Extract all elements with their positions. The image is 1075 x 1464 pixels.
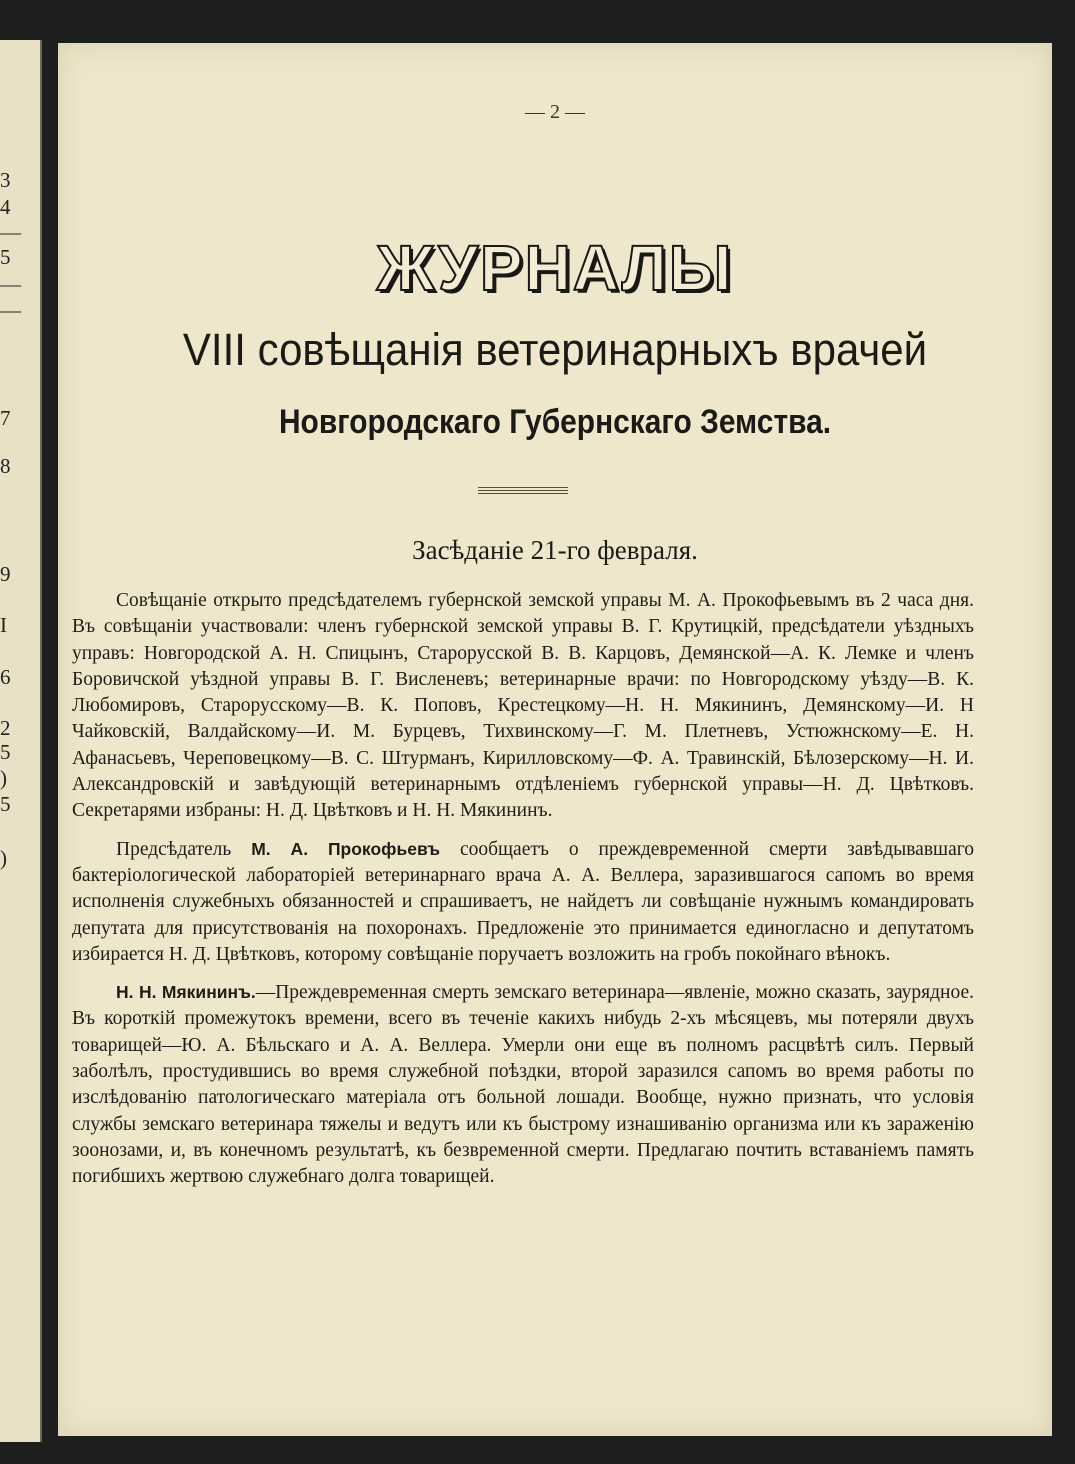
paragraph [72, 588, 974, 825]
margin-number: 5 [0, 245, 11, 269]
paragraph-lead: Предсѣдатель [116, 838, 252, 860]
document-title: ЖУРНАЛЫ [376, 232, 734, 304]
margin-number: — [0, 298, 21, 322]
margin-number: 6 [0, 665, 11, 689]
paragraph-text: сообщаетъ о преждевременной смерти завѣдывавшаго бактеріологической лабораторіей ветеринарнаго врача А. А. Веллера, заразившагося сапомъ во время исполненія служебныхъ обязанностей и спрашиваетъ, не найдетъ ли совѣщаніе нужнымъ командировать депутата для присутствованія на похоронахъ. Предложеніе это принимается единогласно и депутатомъ избирается Н. Д. Цвѣтковъ, которому совѣщаніе поручаетъ возложить на гробъ покойнаго вѣнокъ. [72, 838, 974, 965]
margin-number: 5 [0, 740, 11, 764]
paragraph-text: —Преждевременная смерть земскаго ветеринара—явленіе, можно сказать, заурядное. Въ короткій промежутокъ времени, всего въ теченіе какихъ нибудь 2-хъ мѣсяцевъ, мы потеряли двухъ товарищей—Ю. А. Бѣльскаго и А. А. Веллера. Умерли они еще въ полномъ расцвѣтѣ силъ. Первый заболѣлъ, простудившись во время служебной поѣздки, второй заразился сапомъ во время работы по изслѣдованію патологическаго матеріала отъ больной лошади. Вообще, нужно признать, что условія службы земскаго ветеринара тяжелы и ведутъ или къ быстрому изнашиванію организма или къ зараженію зоонозами, и, въ конечномъ результатѣ, къ безвременной смерти. Предлагаю почтить вставаніемъ память погибшихъ жертвою служебнаго долга товарищей. [72, 982, 974, 1188]
margin-number: 3 [0, 168, 11, 192]
body-text [72, 588, 974, 1202]
speaker-name: М. А. Прокофьевъ [251, 838, 441, 859]
document-subtitle-institution: Новгородскаго Губернскаго Земства. [278, 403, 832, 441]
margin-number: 2 [0, 716, 11, 740]
document-page [58, 43, 1052, 1436]
margin-number: I [0, 613, 7, 637]
paragraph-text: Совѣщаніе открыто предсѣдателемъ губернской земской управы М. А. Прокофьевымъ въ 2 часа дня. Въ совѣщаніи участвовали: членъ губернской земской управы В. Г. Крутицкій, предсѣдатели уѣздныхъ управъ: Новгородской А. Н. Спицынъ, Старорусской В. В. Карцовъ, Демянской—А. К. Лемке и членъ Боровичской уѣздной управы В. Г. Висленевъ; ветеринарные врачи: по Новгородскому уѣзду—В. К. Любомировъ, Старорусскому—В. К. Поповъ, Крестецкому—Н. Н. Мякининъ, Демянскому—И. Н Чайковскій, Валдайскому—И. М. Бурцевъ, Тихвинскому—Г. М. Плетневъ, Устюжнскому—Е. Н. Афанасьевъ, Череповецкому—В. С. Штурманъ, Кирилловскому—Ф. А. Травинскій, Бѣлозерскому—Н. И. Александровскій и завѣдующій ветеринарнымъ отдѣленіемъ губернской управы—Н. Д. Цвѣтковъ. Секретарями избраны: Н. Д. Цвѣтковъ и Н. Н. Мякининъ. [72, 590, 974, 822]
margin-number: — [0, 272, 21, 296]
margin-number: — [0, 220, 21, 244]
margin-number: 8 [0, 454, 11, 478]
speaker-name: Н. Н. Мякининъ. [116, 982, 256, 1003]
ornamental-divider [478, 487, 568, 495]
document-subtitle: VIII совѣщанія ветеринарныхъ врачей [182, 324, 928, 375]
margin-number: ) [0, 846, 7, 870]
left-page-edge [0, 40, 42, 1442]
margin-number: 7 [0, 406, 11, 430]
paragraph [72, 979, 974, 1190]
paragraph [72, 836, 974, 968]
margin-number: 4 [0, 195, 11, 219]
margin-number: 5 [0, 792, 11, 816]
session-heading: Засѣданіе 21-го февраля. [412, 535, 698, 565]
margin-number: 9 [0, 562, 11, 586]
page-number: — 2 — [525, 101, 585, 123]
margin-number: ) [0, 766, 7, 790]
